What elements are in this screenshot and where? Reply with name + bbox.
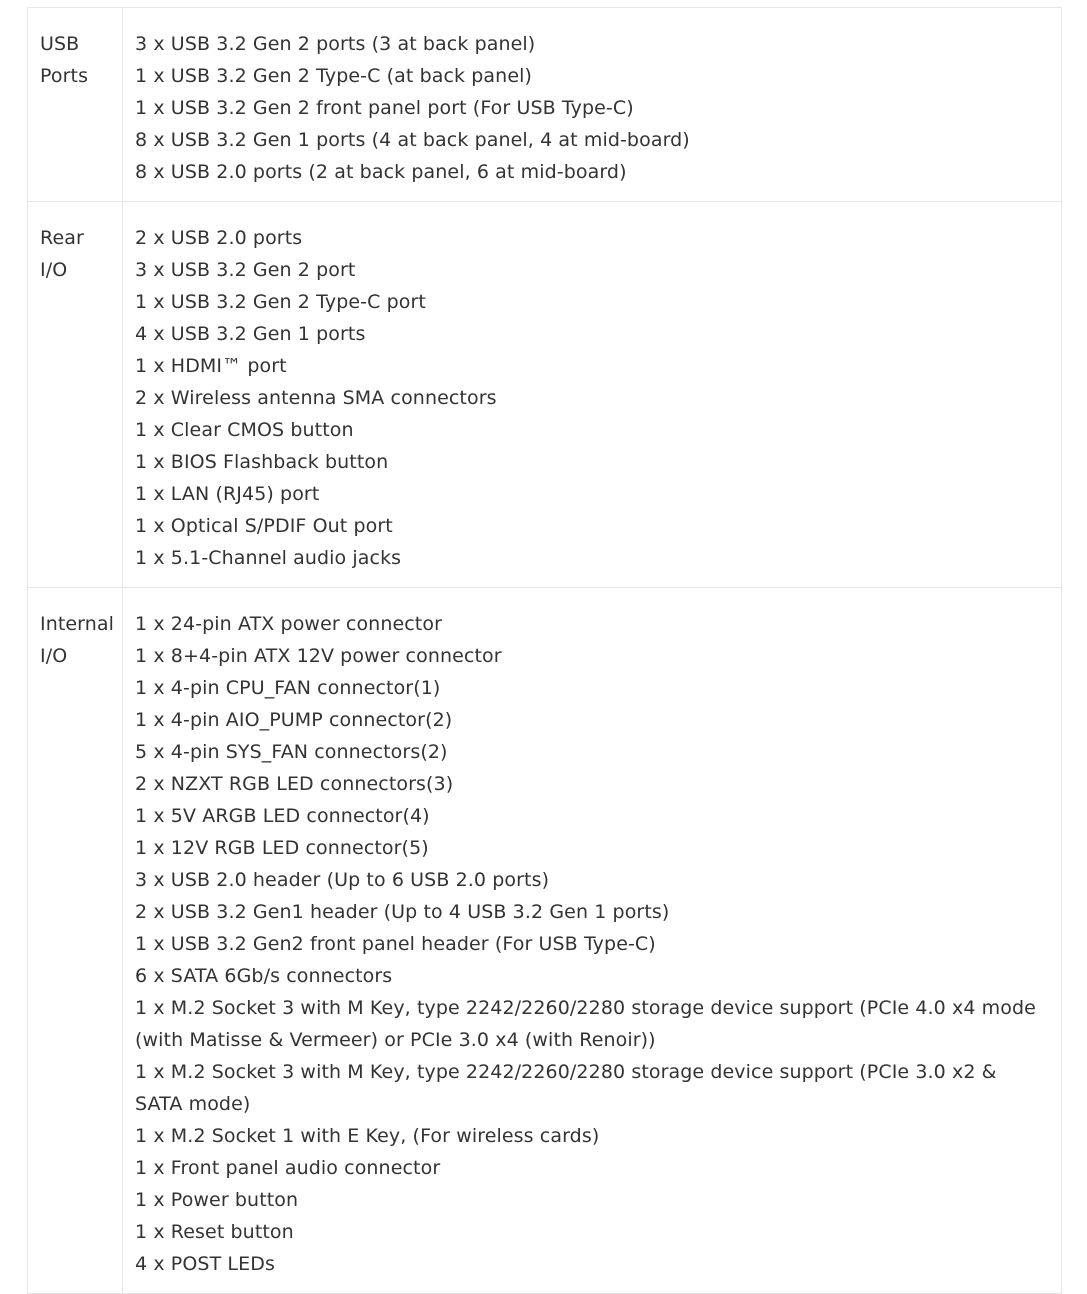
spec-item: 2 x Wireless antenna SMA connectors xyxy=(135,387,497,409)
spec-items-usb-ports xyxy=(123,8,1062,202)
spec-item: 1 x 4-pin CPU_FAN connector(1) xyxy=(135,677,441,699)
spec-item: 5 x 4-pin SYS_FAN connectors(2) xyxy=(135,741,448,763)
spec-item: 1 x Reset button xyxy=(135,1221,294,1243)
spec-row-rear-io xyxy=(28,202,1062,588)
spec-table xyxy=(27,7,1062,1294)
spec-item: 1 x LAN (RJ45) port xyxy=(135,483,320,505)
spec-item: 8 x USB 3.2 Gen 1 ports (4 at back panel, 4 at mid-board) xyxy=(135,129,690,151)
spec-item: 1 x Power button xyxy=(135,1189,299,1211)
spec-items-internal-io xyxy=(123,588,1062,1294)
spec-item: 1 x USB 3.2 Gen 2 Type-C (at back panel) xyxy=(135,65,532,87)
spec-item: 1 x BIOS Flashback button xyxy=(135,451,389,473)
spec-item: 1 x 4-pin AIO_PUMP connector(2) xyxy=(135,709,453,731)
spec-label-line: I/O xyxy=(40,645,68,667)
spec-label-line: Internal xyxy=(40,613,115,635)
spec-label-rear-io xyxy=(28,202,123,588)
spec-item: 1 x 24-pin ATX power connector xyxy=(135,613,442,635)
spec-label-usb-ports xyxy=(28,8,123,202)
spec-item: 2 x NZXT RGB LED connectors(3) xyxy=(135,773,454,795)
spec-row-usb-ports xyxy=(28,8,1062,202)
spec-item: 4 x USB 3.2 Gen 1 ports xyxy=(135,323,366,345)
spec-label-line: USB xyxy=(40,33,80,55)
spec-label-internal-io xyxy=(28,588,123,1294)
spec-label-line: Ports xyxy=(40,65,89,87)
spec-item: 1 x USB 3.2 Gen 2 Type-C port xyxy=(135,291,426,313)
spec-item: 1 x M.2 Socket 1 with E Key, (For wireless cards) xyxy=(135,1125,600,1147)
spec-label-line: Rear xyxy=(40,227,84,249)
spec-row-internal-io xyxy=(28,588,1062,1294)
spec-item: 2 x USB 2.0 ports xyxy=(135,227,303,249)
spec-item: 1 x USB 3.2 Gen 2 front panel port (For USB Type-C) xyxy=(135,97,634,119)
spec-item: 1 x 5V ARGB LED connector(4) xyxy=(135,805,430,827)
spec-item: 1 x 12V RGB LED connector(5) xyxy=(135,837,429,859)
spec-item: 1 x Front panel audio connector xyxy=(135,1157,441,1179)
spec-item: 1 x Optical S/PDIF Out port xyxy=(135,515,393,537)
spec-item: 3 x USB 3.2 Gen 2 ports (3 at back panel) xyxy=(135,33,536,55)
spec-item: 1 x 5.1-Channel audio jacks xyxy=(135,547,402,569)
spec-item: 1 x HDMI™ port xyxy=(135,355,287,377)
spec-item: 1 x M.2 Socket 3 with M Key, type 2242/2260/2280 storage device support (PCIe 3.0 x2 & SATA mode) xyxy=(135,1061,997,1115)
spec-item: 6 x SATA 6Gb/s connectors xyxy=(135,965,393,987)
spec-items-rear-io xyxy=(123,202,1062,588)
spec-item: 8 x USB 2.0 ports (2 at back panel, 6 at mid-board) xyxy=(135,161,627,183)
spec-label-line: I/O xyxy=(40,259,68,281)
spec-item: 3 x USB 3.2 Gen 2 port xyxy=(135,259,356,281)
spec-item: 4 x POST LEDs xyxy=(135,1253,275,1275)
spec-item: 2 x USB 3.2 Gen1 header (Up to 4 USB 3.2 Gen 1 ports) xyxy=(135,901,670,923)
spec-item: 1 x USB 3.2 Gen2 front panel header (For USB Type-C) xyxy=(135,933,656,955)
spec-item: 1 x Clear CMOS button xyxy=(135,419,354,441)
spec-item: 3 x USB 2.0 header (Up to 6 USB 2.0 ports) xyxy=(135,869,550,891)
spec-item: 1 x M.2 Socket 3 with M Key, type 2242/2260/2280 storage device support (PCIe 4.0 x4 mode (with Matisse & Vermeer) or PCIe 3.0 x4 (with Renoir)) xyxy=(135,997,1036,1051)
spec-item: 1 x 8+4-pin ATX 12V power connector xyxy=(135,645,502,667)
